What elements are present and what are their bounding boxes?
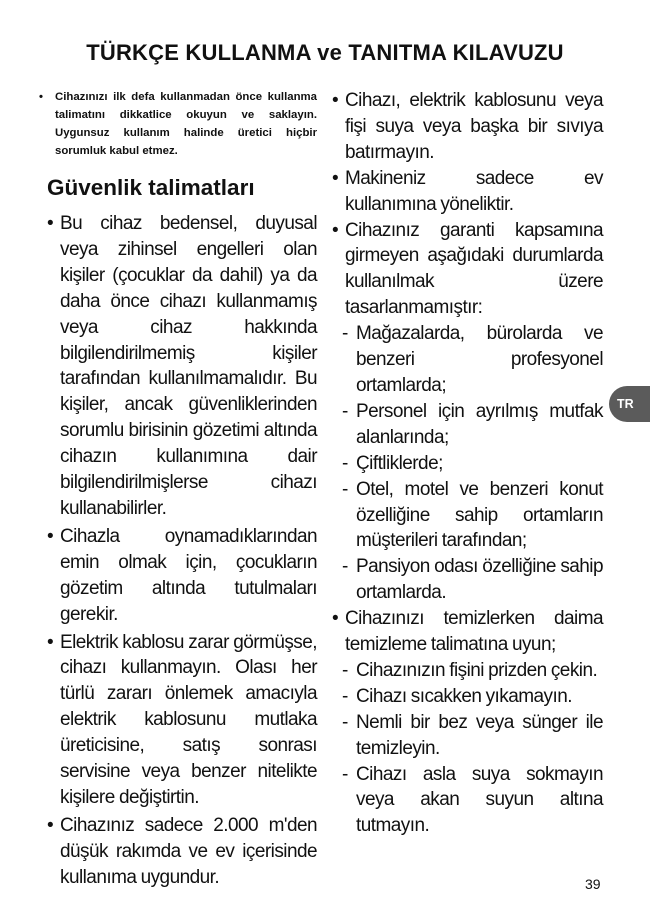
dash-icon: - xyxy=(342,711,348,733)
sub-list-item-text: Pansiyon odası özelliğine sahip ortamlarda. xyxy=(356,556,603,604)
section-heading: Güvenlik talimatları xyxy=(47,175,255,200)
list-item-text: Bu cihaz bedensel, duyusal veya zihinsel engelleri olan kişiler (çocuklar da dahil) ya da daha önce cihazı kullanmamış veya cihaz hakkında bilgilendirilmemiş kişiler tarafından kullanılmamalıdır. Bu kişiler, ancak güvenliklerinden sorumlu birisinin gözetimi altında cihazın kullanımına dair bilgilendirilmişlerse cihazı kullanabilirler. xyxy=(60,213,317,519)
dash-icon: - xyxy=(342,478,348,500)
list-item xyxy=(332,88,603,166)
bullet-icon: • xyxy=(332,219,339,241)
sub-list-item-text: Çiftliklerde; xyxy=(356,452,443,474)
list-item xyxy=(47,211,317,522)
bullet-icon: • xyxy=(39,91,43,103)
sub-list-item xyxy=(332,321,603,399)
list-item-text: Cihazı, elektrik kablosunu veya fişi suya veya başka bir sıvıya batırmayın. xyxy=(345,90,603,163)
list-item xyxy=(47,524,317,628)
intro-note xyxy=(39,88,317,160)
page-title: TÜRKÇE KULLANMA ve TANITMA KILAVUZU xyxy=(86,40,564,65)
sub-list-item-text: Cihazınızın fişini prizden çekin. xyxy=(356,659,598,681)
sub-list-item xyxy=(332,658,603,684)
sub-list-item xyxy=(332,399,603,451)
dash-icon: - xyxy=(342,556,348,578)
bullet-icon: • xyxy=(47,213,54,234)
sub-list-item xyxy=(332,451,603,477)
dash-icon: - xyxy=(342,452,348,474)
list-item-text: Makineniz sadece ev kullanımına yöneliktir. xyxy=(345,167,603,215)
dash-icon: - xyxy=(342,400,348,422)
sub-list-item xyxy=(332,710,603,762)
bullet-icon: • xyxy=(332,608,339,630)
bullet-icon: • xyxy=(47,814,54,836)
sub-list-item-text: Otel, motel ve benzeri konut özelliğine sahip ortamların müşterileri tarafından; xyxy=(356,478,603,552)
right-column xyxy=(332,88,603,839)
sub-list-item xyxy=(332,684,603,710)
sub-list-item xyxy=(332,762,603,840)
sub-list-item-text: Mağazalarda, bürolarda ve benzeri profesyonel ortamlarda; xyxy=(356,323,603,396)
list-item-text: Cihazla oynamadıklarından emin olmak için, çocukların gözetim altında tutulmaları gerekir. xyxy=(60,525,317,625)
language-tab-label: TR xyxy=(617,397,634,411)
sub-list-item xyxy=(332,554,603,606)
bullet-icon: • xyxy=(47,631,54,653)
bullet-icon: • xyxy=(332,90,339,111)
list-item-text: Cihazınız garanti kapsamına girmeyen aşağıdaki durumlarda kullanılmak üzere tasarlanmamıştır: xyxy=(345,219,603,319)
dash-icon: - xyxy=(342,659,348,681)
list-item xyxy=(332,166,603,218)
list-item xyxy=(332,606,603,658)
sub-list-item-text: Personel için ayrılmış mutfak alanlarında; xyxy=(356,400,603,448)
dash-icon: - xyxy=(342,763,348,785)
language-tab xyxy=(609,386,650,422)
page-number: 39 xyxy=(585,876,601,892)
sub-list-item-text: Nemli bir bez veya sünger ile temizleyin. xyxy=(356,711,603,759)
sub-list-item-text: Cihazı asla suya sokmayın veya akan suyun altına tutmayın. xyxy=(356,763,603,837)
list-item xyxy=(47,813,317,891)
left-column xyxy=(39,88,317,891)
list-item-text: Cihazınız sadece 2.000 m'den düşük rakımda ve ev içerisinde kullanıma uygundur. xyxy=(60,814,317,888)
list-item-text: Elektrik kablosu zarar görmüşse, cihazı kullanmayın. Olası her türlü zararı önlemek amacıyla elektrik kablosunu mutlaka üreticisine, satış sonrası servisine veya benzer nitelikte kişilere değiştirtin. xyxy=(60,631,317,808)
list-item xyxy=(332,218,603,322)
sub-list-item-text: Cihazı sıcakken yıkamayın. xyxy=(356,685,572,707)
dash-icon: - xyxy=(342,685,348,707)
dash-icon: - xyxy=(342,323,348,345)
list-item-text: Cihazınızı temizlerken daima temizleme talimatına uyun; xyxy=(345,608,603,656)
intro-text: Cihazınızı ilk defa kullanmadan önce kullanma talimatını dikkatlice okuyun ve saklayın. Uygunsuz kullanım halinde üretici hiçbir sorumluk kabul etmez. xyxy=(55,91,317,157)
list-item xyxy=(47,630,317,811)
sub-list-item xyxy=(332,477,603,555)
bullet-icon: • xyxy=(47,525,54,547)
bullet-icon: • xyxy=(332,167,339,189)
